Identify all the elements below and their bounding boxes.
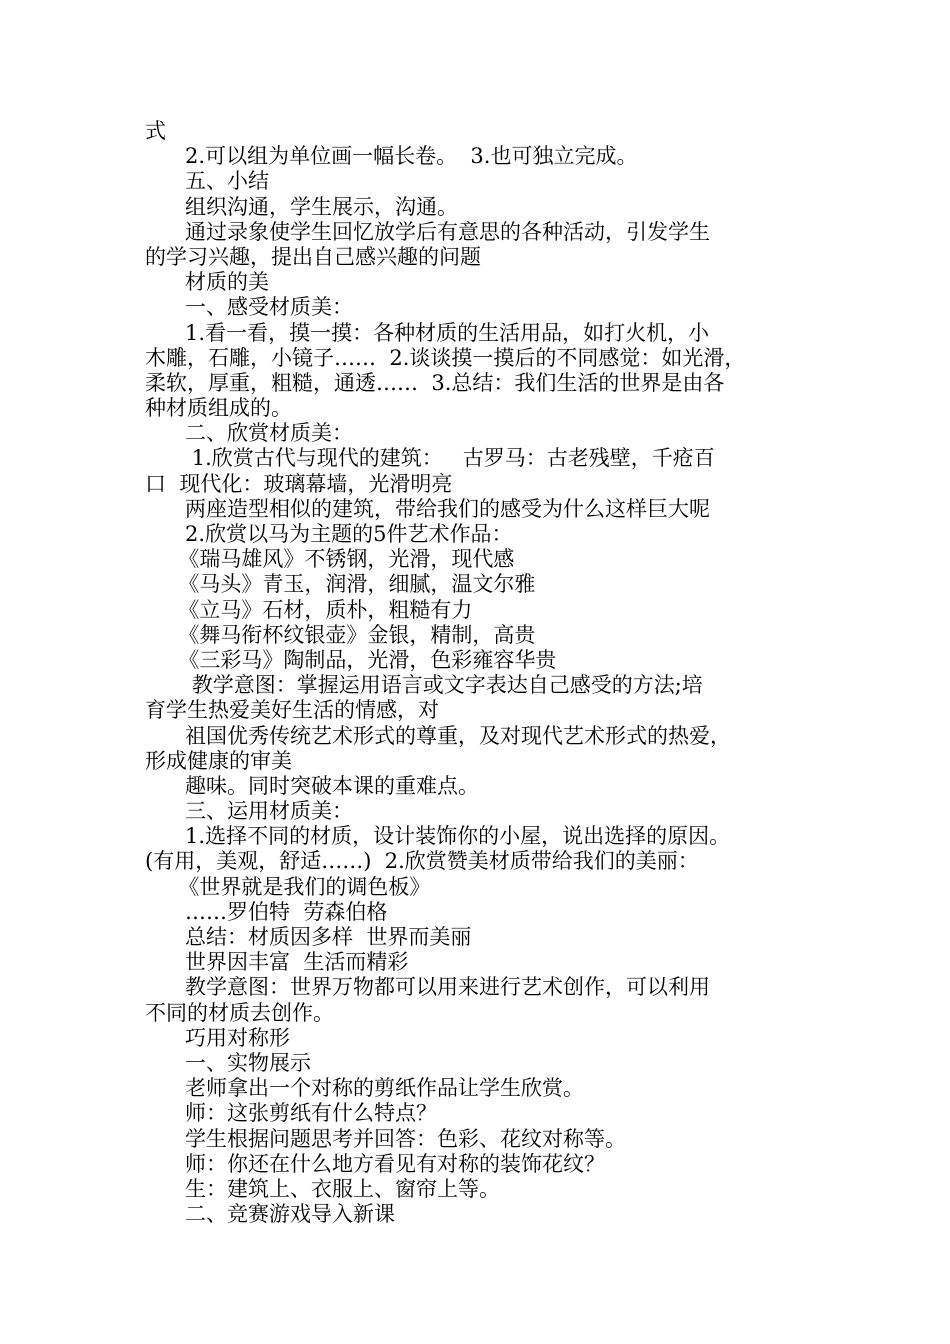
artwork-item: 《瑞马雄风》不锈钢，光滑，现代感 xyxy=(145,547,515,572)
text-line: 通过录象使学生回忆放学后有意思的各种活动，引发学生 xyxy=(145,219,711,244)
artwork-item: 《立马》石材，质朴，粗糙有力 xyxy=(145,597,473,622)
section-heading: 二、欣赏材质美： xyxy=(145,421,354,446)
section-heading: 五、小结 xyxy=(145,169,270,194)
text-line: 师：你还在什么地方看见有对称的装饰花纹？ xyxy=(145,1151,606,1176)
text-line: 育学生热爱美好生活的情感，对 xyxy=(145,698,439,723)
text-line: 老师拿出一个对称的剪纸作品让学生欣赏。 xyxy=(145,1076,585,1101)
text-line: 世界因丰富 生活而精彩 xyxy=(145,950,409,975)
lesson-title: 巧用对称形 xyxy=(145,1025,291,1050)
section-heading: 一、实物展示 xyxy=(145,1050,312,1075)
text-line: 总结：材质因多样 世界而美丽 xyxy=(145,925,472,949)
text-line: 1.看一看，摸一摸：各种材质的生活用品，如打火机，小 xyxy=(145,320,710,345)
text-line: 祖国优秀传统艺术形式的尊重，及对现代艺术形式的热爱， xyxy=(145,723,732,748)
text-line: 两座造型相似的建筑，带给我们的感受为什么这样巨大呢 xyxy=(145,496,711,521)
text-line: 《世界就是我们的调色板》 xyxy=(145,874,431,899)
artwork-item: 《马头》青玉，润滑，细腻，温文尔雅 xyxy=(145,572,536,597)
text-line: 柔软，厚重，粗糙，通透…… 3.总结：我们生活的世界是由各 xyxy=(145,370,725,395)
text-line: 教学意图：掌握运用语言或文字表达自己感受的方法;培 xyxy=(145,673,703,698)
text-line: 趣味。同时突破本课的重难点。 xyxy=(145,773,480,798)
text-line: 的学习兴趣，提出自己感兴趣的问题 xyxy=(145,244,481,269)
text-line: 种材质组成的。 xyxy=(145,396,292,421)
text-line: 形成健康的审美 xyxy=(145,748,292,773)
section-heading: 二、竞赛游戏导入新课 xyxy=(145,1202,396,1227)
text-line: 不同的材质去创作。 xyxy=(145,1000,334,1025)
text-line: 木雕，石雕，小镜子…… 2.谈谈摸一摸后的不同感觉：如光滑， xyxy=(145,345,746,370)
artwork-item: 《舞马衔杯纹银壶》金银，精制，高贵 xyxy=(145,622,536,647)
text-line: 学生根据问题思考并回答：色彩、花纹对称等。 xyxy=(145,1126,627,1151)
text-line: (有用，美观，舒适……) 2.欣赏赞美材质带给我们的美丽： xyxy=(145,849,699,874)
artwork-item: 《三彩马》陶制品，光滑，色彩雍容华贵 xyxy=(145,647,557,672)
section-heading: 一、感受材质美： xyxy=(145,295,354,320)
text-line: 组织沟通，学生展示，沟通。 xyxy=(145,194,459,219)
text-line: ……罗伯特 劳森伯格 xyxy=(145,899,388,924)
text-line: 2.可以组为单位画一幅长卷。 3.也可独立完成。 xyxy=(145,144,638,169)
text-line: 1.欣赏古代与现代的建筑： 古罗马：古老残壁，千疮百 xyxy=(145,446,715,471)
text-line: 师：这张剪纸有什么特点？ xyxy=(145,1101,438,1126)
text-line: 式 xyxy=(145,119,166,143)
lesson-title: 材质的美 xyxy=(145,270,270,295)
text-line: 1.选择不同的材质，设计装饰你的小屋，说出选择的原因。 xyxy=(145,824,731,849)
text-line: 2.欣赏以马为主题的5件艺术作品： xyxy=(145,522,513,546)
document-body xyxy=(145,119,810,1227)
section-heading: 三、运用材质美： xyxy=(145,799,354,824)
text-line: 生：建筑上、衣服上、窗帘上等。 xyxy=(145,1176,501,1201)
text-line: 教学意图：世界万物都可以用来进行艺术创作，可以利用 xyxy=(145,975,711,1000)
text-line: 口 现代化：玻璃幕墙，光滑明亮 xyxy=(145,471,453,496)
